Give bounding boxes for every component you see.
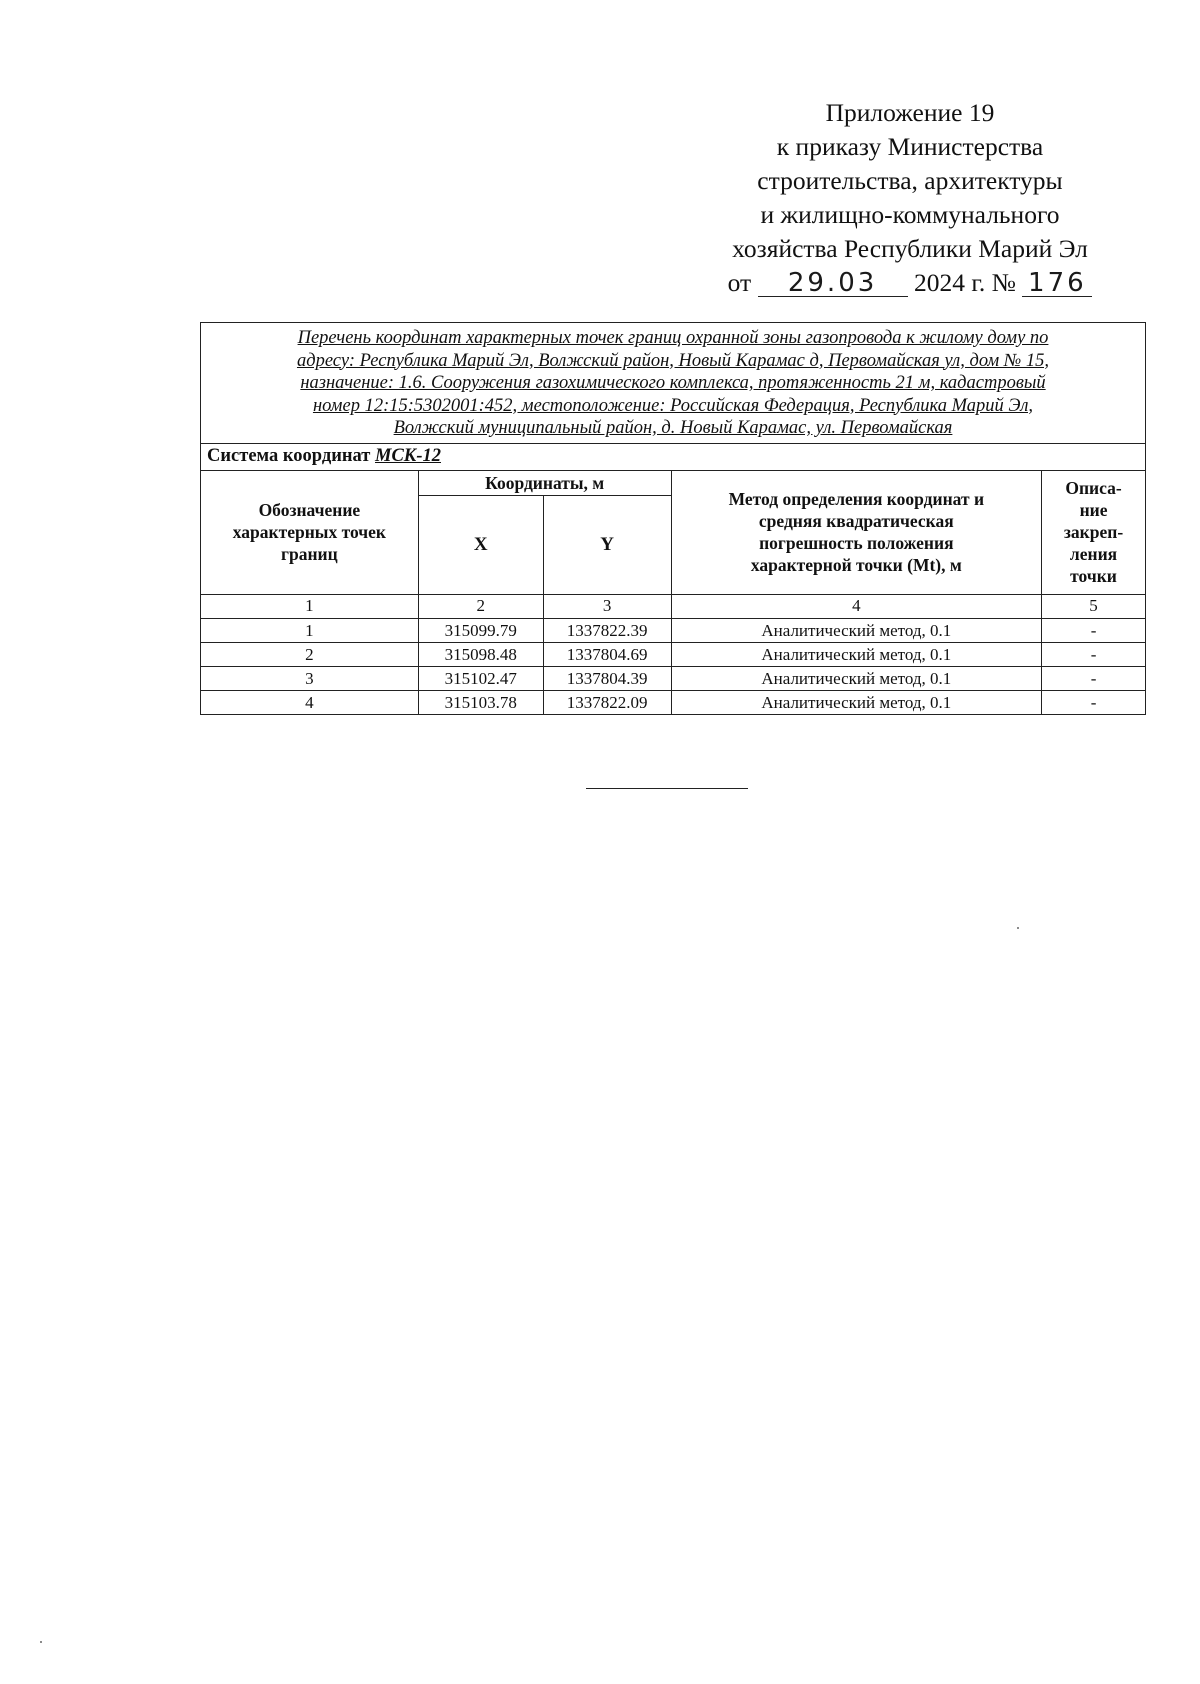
header-line: Приложение 19 — [825, 98, 995, 127]
table-row — [201, 690, 1146, 714]
coordinate-system-value: МСК-12 — [375, 446, 441, 466]
method-cell: Аналитический метод, 0.1 — [671, 618, 1042, 642]
table-row — [201, 642, 1146, 666]
x-cell: 315099.79 — [418, 618, 543, 642]
coordinate-system-label: Система координат — [207, 446, 371, 466]
header-points — [201, 470, 419, 594]
coordinates-table — [200, 322, 1146, 715]
year-and-number-label: 2024 г. № — [913, 268, 1016, 297]
description-cell: - — [1042, 690, 1146, 714]
point-cell: 2 — [201, 642, 419, 666]
x-cell: 315102.47 — [418, 666, 543, 690]
point-cell: 4 — [201, 690, 419, 714]
table-title-line: адресу: Республика Марий Эл, Волжский район, Новый Карамас д, Первомайская ул, дом № 15, — [296, 350, 1050, 371]
method-cell: Аналитический метод, 0.1 — [671, 690, 1042, 714]
header-coordinates: Координаты, м — [418, 470, 671, 495]
table-row — [201, 666, 1146, 690]
header-points-line: Обозначение — [258, 500, 361, 520]
order-date-line — [690, 266, 1130, 300]
method-cell: Аналитический метод, 0.1 — [671, 642, 1042, 666]
header-line: строительства, архитектуры — [757, 166, 1063, 195]
coordinate-system-row — [201, 443, 1146, 470]
column-number: 2 — [418, 594, 543, 618]
header-method-line: средняя квадратическая — [758, 511, 954, 531]
header-description-line: Описа- — [1065, 478, 1122, 498]
header-description — [1042, 470, 1146, 594]
table-title-line: Перечень координат характерных точек границ охранной зоны газопровода к жилому дому по — [297, 328, 1049, 348]
table-row — [201, 618, 1146, 642]
header-method-line: характерной точки (Mt), м — [750, 555, 962, 575]
x-cell: 315103.78 — [418, 690, 543, 714]
point-cell: 3 — [201, 666, 419, 690]
table-title — [201, 323, 1146, 444]
header-x: X — [418, 495, 543, 594]
handwritten-order-number: 176 — [1022, 270, 1092, 297]
y-cell: 1337822.09 — [543, 690, 671, 714]
table-title-line: Волжский муниципальный район, д. Новый Карамас, ул. Первомайская — [393, 418, 953, 438]
x-cell: 315098.48 — [418, 642, 543, 666]
date-prefix: от — [727, 268, 752, 297]
description-cell: - — [1042, 618, 1146, 642]
handwritten-date: 29.03 — [758, 270, 908, 297]
point-cell: 1 — [201, 618, 419, 642]
table-title-line: номер 12:15:5302001:452, местоположение: Российская Федерация, Республика Марий Эл, — [312, 395, 1034, 416]
y-cell: 1337804.69 — [543, 642, 671, 666]
column-number-row — [201, 594, 1146, 618]
header-points-line: границ — [281, 544, 338, 564]
header-description-line: ние — [1079, 500, 1108, 520]
header-line: к приказу Министерства — [776, 132, 1044, 161]
header-description-line: точки — [1070, 566, 1117, 586]
description-cell: - — [1042, 666, 1146, 690]
header-line: хозяйства Республики Марий Эл — [732, 234, 1088, 263]
end-of-document-rule — [586, 788, 748, 789]
column-number: 5 — [1042, 594, 1146, 618]
header-line: и жилищно-коммунального — [760, 200, 1060, 229]
header-method-line: погрешность положения — [759, 533, 954, 553]
description-cell: - — [1042, 642, 1146, 666]
column-number: 1 — [201, 594, 419, 618]
scan-speck — [40, 1641, 42, 1643]
header-y: Y — [543, 495, 671, 594]
column-number: 3 — [543, 594, 671, 618]
method-cell: Аналитический метод, 0.1 — [671, 666, 1042, 690]
header-method-line: Метод определения координат и — [728, 489, 985, 509]
y-cell: 1337822.39 — [543, 618, 671, 642]
header-description-line: ления — [1069, 544, 1118, 564]
header-description-line: закреп- — [1063, 522, 1124, 542]
table-title-line: назначение: 1.6. Сооружения газохимического комплекса, протяженность 21 м, кадастровый — [300, 373, 1046, 393]
column-number: 4 — [671, 594, 1042, 618]
header-method — [671, 470, 1042, 594]
y-cell: 1337804.39 — [543, 666, 671, 690]
header-points-line: характерных точек — [232, 522, 386, 542]
scan-speck — [1017, 927, 1019, 929]
document-header — [690, 96, 1130, 300]
